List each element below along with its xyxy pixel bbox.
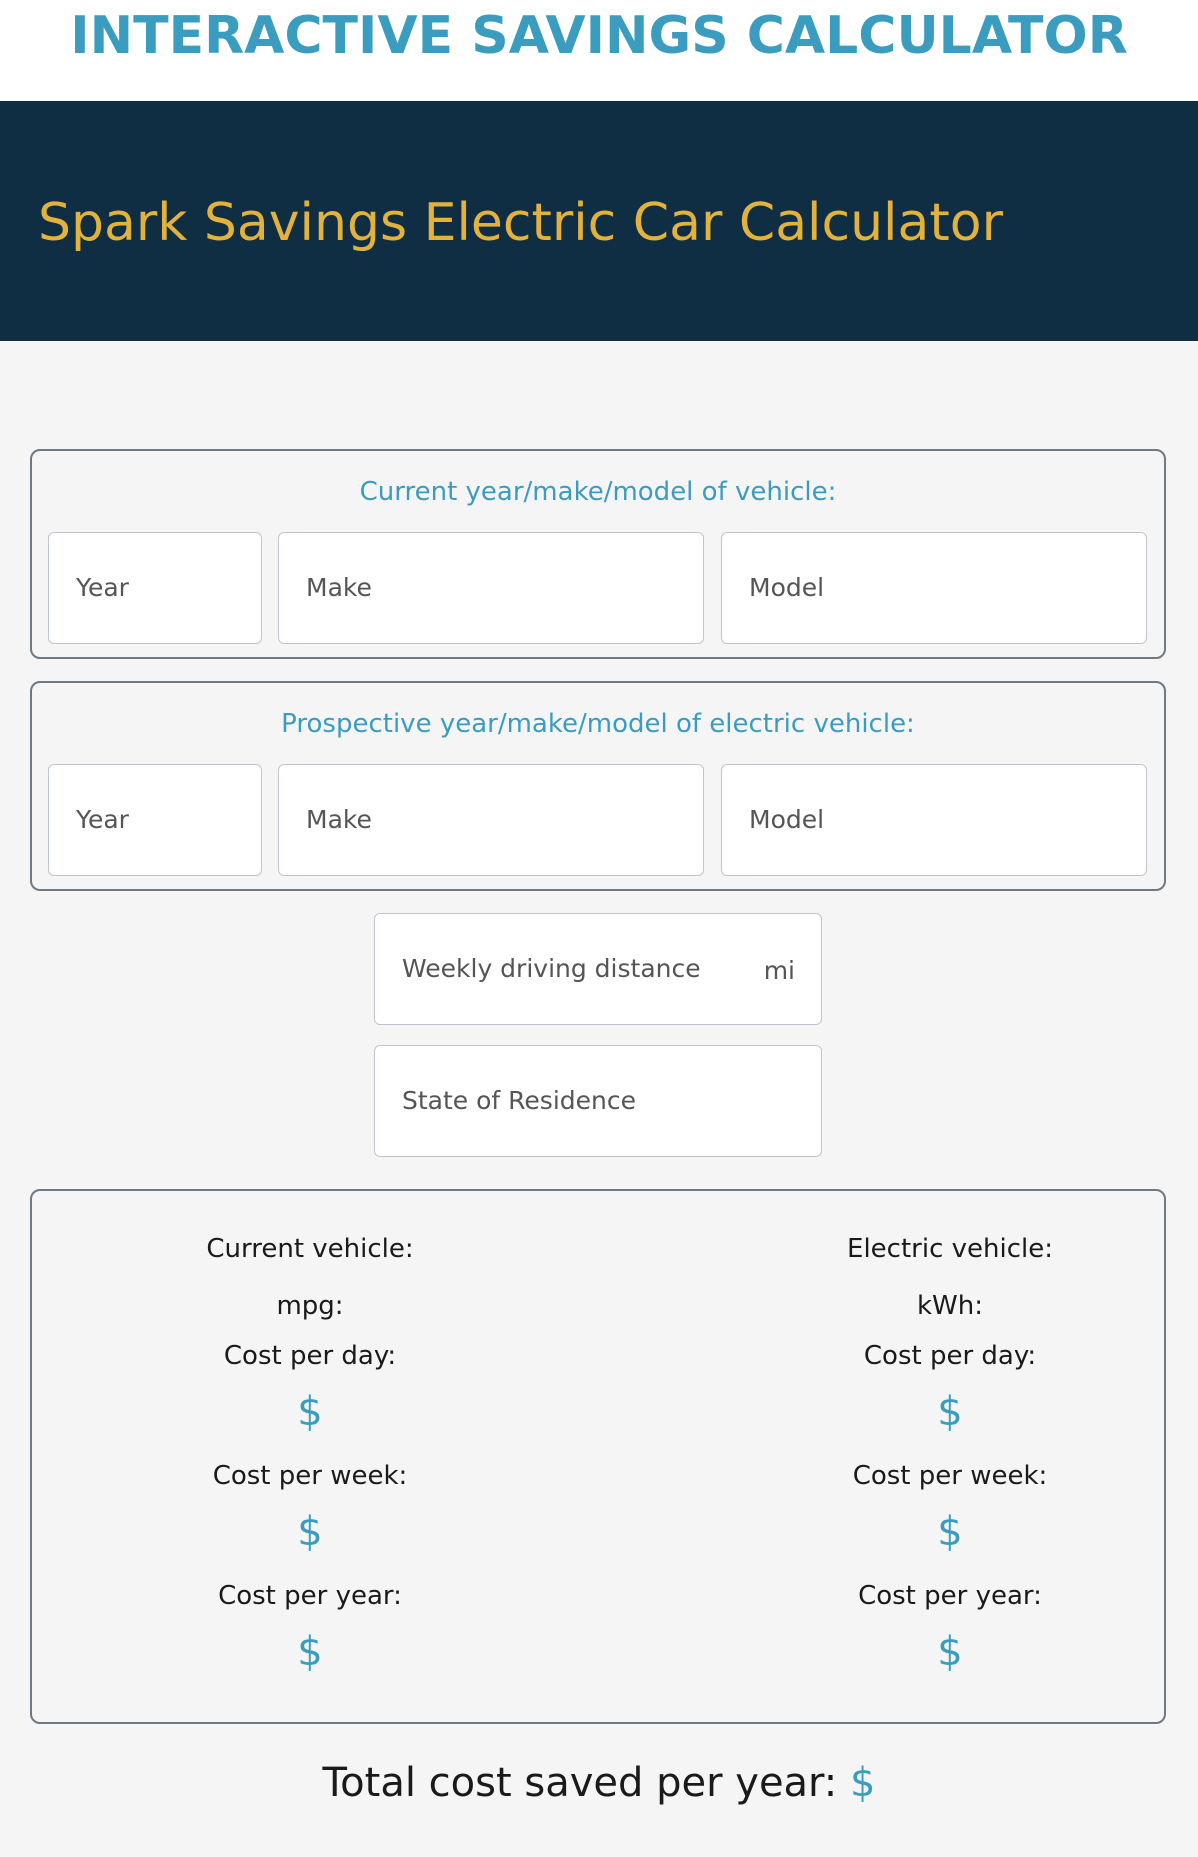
current-day-value: $ [297, 1389, 323, 1435]
electric-vehicle-label: Prospective year/make/model of electric vehicle: [281, 709, 915, 739]
weekly-distance-placeholder: Weekly driving distance [402, 954, 701, 983]
current-year-label: Cost per year: [218, 1581, 402, 1611]
electric-week-value: $ [937, 1509, 963, 1555]
electric-year-value: $ [937, 1629, 963, 1675]
current-mpg-label: mpg: [276, 1291, 344, 1321]
current-make-placeholder: Make [306, 573, 372, 602]
current-make-input[interactable] [278, 532, 704, 644]
electric-results-heading: Electric vehicle: [847, 1234, 1053, 1264]
results-panel [30, 1189, 1166, 1724]
current-day-label: Cost per day: [223, 1341, 397, 1371]
current-vehicle-label: Current year/make/model of vehicle: [359, 477, 837, 507]
electric-vehicle-panel [30, 681, 1166, 891]
electric-year-input[interactable] [48, 764, 262, 876]
current-results-heading: Current vehicle: [206, 1234, 414, 1264]
electric-year-placeholder: Year [76, 805, 129, 834]
electric-week-label: Cost per week: [852, 1461, 1048, 1491]
current-week-label: Cost per week: [212, 1461, 408, 1491]
current-model-placeholder: Model [749, 573, 825, 602]
current-year-value: $ [297, 1629, 323, 1675]
current-year-input[interactable] [48, 532, 262, 644]
current-week-value: $ [297, 1509, 323, 1555]
electric-make-placeholder: Make [306, 805, 372, 834]
top-banner [0, 0, 1198, 101]
state-of-residence-input[interactable] [374, 1045, 822, 1157]
current-model-input[interactable] [721, 532, 1147, 644]
current-year-placeholder: Year [76, 573, 129, 602]
current-vehicle-panel [30, 449, 1166, 659]
weekly-distance-input[interactable] [374, 913, 822, 1025]
page-title: INTERACTIVE SAVINGS CALCULATOR [70, 6, 1128, 66]
electric-kwh-label: kWh: [916, 1291, 983, 1321]
calculator-title: Spark Savings Electric Car Calculator [38, 193, 1003, 253]
state-placeholder: State of Residence [402, 1086, 636, 1115]
hero-header [0, 101, 1198, 341]
distance-unit: mi [763, 956, 795, 985]
total-savings [0, 1760, 1198, 1806]
electric-year-label: Cost per year: [858, 1581, 1042, 1611]
electric-day-value: $ [937, 1389, 963, 1435]
total-savings-label: Total cost saved per year: [322, 1760, 838, 1806]
electric-model-placeholder: Model [749, 805, 825, 834]
electric-make-input[interactable] [278, 764, 704, 876]
total-savings-value: $ [850, 1760, 876, 1806]
electric-model-input[interactable] [721, 764, 1147, 876]
electric-day-label: Cost per day: [863, 1341, 1037, 1371]
